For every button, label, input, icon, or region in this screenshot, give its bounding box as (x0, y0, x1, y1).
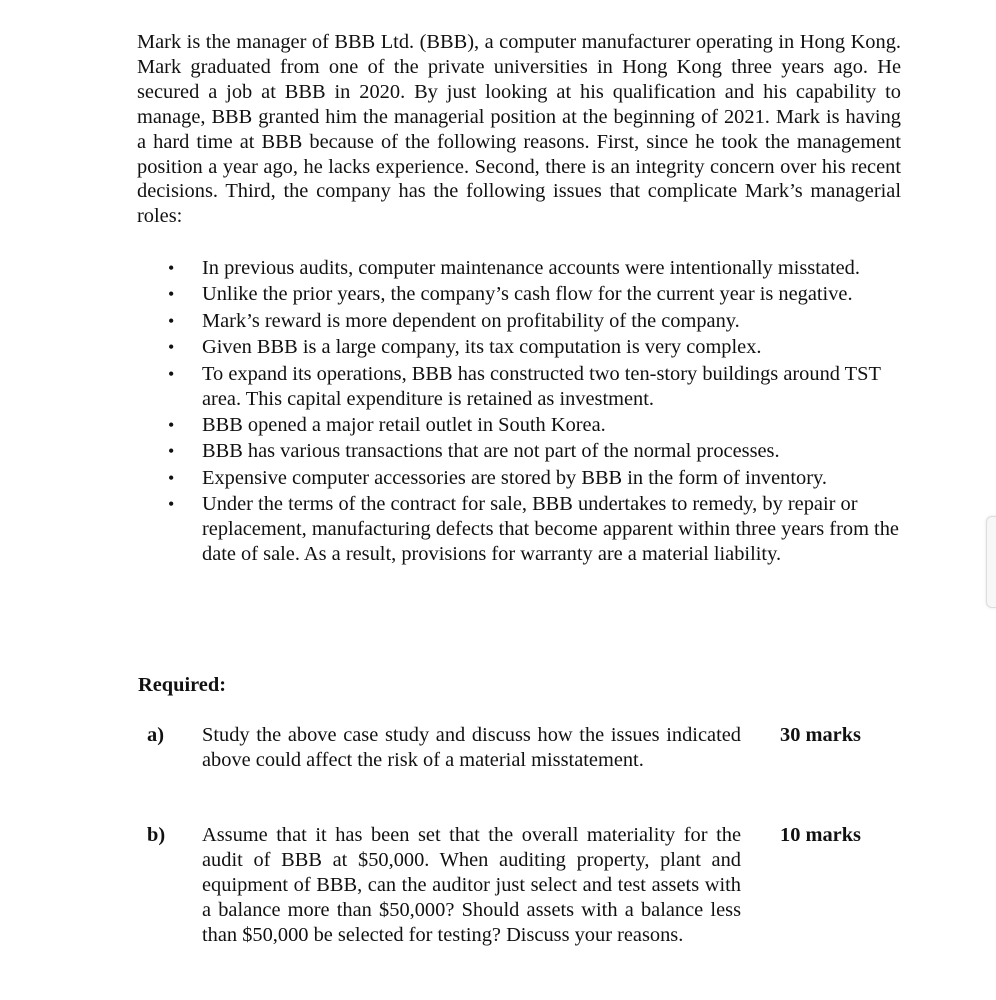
question-label: a) (147, 724, 164, 746)
list-item: • Given BBB is a large company, its tax computation is very complex. (168, 336, 762, 359)
bullet-icon: • (168, 284, 175, 305)
question-marks: 30 marks (780, 724, 861, 746)
case-intro-paragraph: Mark is the manager of BBB Ltd. (BBB), a computer manufacturer operating in Hong Kong. Mark graduated from one of the private universities in Hong Kong three years ago. He secured a job at BBB in 2020. By just looking at his qualification and his capability to manage, BBB granted him the managerial position at the beginning of 2021. Mark is having a hard time at BBB because of the following reasons. First, since he took the management position a year ago, he lacks experience. Second, there is an integrity concern over his recent decisions. Third, the company has the following issues that complicate Mark’s managerial roles: (137, 31, 901, 228)
question-text: Study the above case study and discuss how the issues indicated above could affect the risk of a material misstatement. (202, 724, 741, 771)
list-item: • BBB has various transactions that are not part of the normal processes. (168, 440, 780, 463)
bullet-icon: • (168, 258, 175, 278)
question-label: b) (147, 824, 166, 846)
bullet-icon: • (168, 414, 175, 435)
question-text: Assume that it has been set that the overall materiality for the audit of BBB at $50,000. When auditing property, plant and equipment of BBB, can the auditor just select and test assets with a balance more than $50,000? Should assets with a balance less than $50,000 be selected for testing? Discuss your reasons. (202, 824, 741, 946)
required-heading: Required: (138, 674, 226, 696)
bullet-icon: • (168, 467, 175, 488)
bullet-icon: • (168, 441, 175, 462)
bullet-icon: • (168, 337, 175, 358)
list-item: • Expensive computer accessories are stored by BBB in the form of inventory. (168, 466, 827, 489)
list-item: • BBB opened a major retail outlet in South Korea. (168, 413, 606, 436)
list-item: • In previous audits, computer maintenance accounts were intentionally misstated. (168, 257, 860, 279)
list-item: • To expand its operations, BBB has constructed two ten-story buildings around TST area. This capital expenditure is retained as investment. (168, 362, 881, 410)
question-marks: 10 marks (780, 824, 861, 846)
list-item: • Unlike the prior years, the company’s cash flow for the current year is negative. (168, 283, 853, 306)
bullet-icon: • (168, 494, 175, 515)
bullet-icon: • (168, 363, 175, 384)
side-panel-handle[interactable] (986, 516, 996, 608)
bullet-icon: • (168, 310, 175, 331)
list-item: • Mark’s reward is more dependent on profitability of the company. (168, 309, 740, 332)
issues-list (137, 256, 901, 568)
list-item: • Under the terms of the contract for sale, BBB undertakes to remedy, by repair or replacement, manufacturing defects that become apparent within three years from the date of sale. As a result, provisions for warranty are a material liability. (168, 493, 899, 565)
